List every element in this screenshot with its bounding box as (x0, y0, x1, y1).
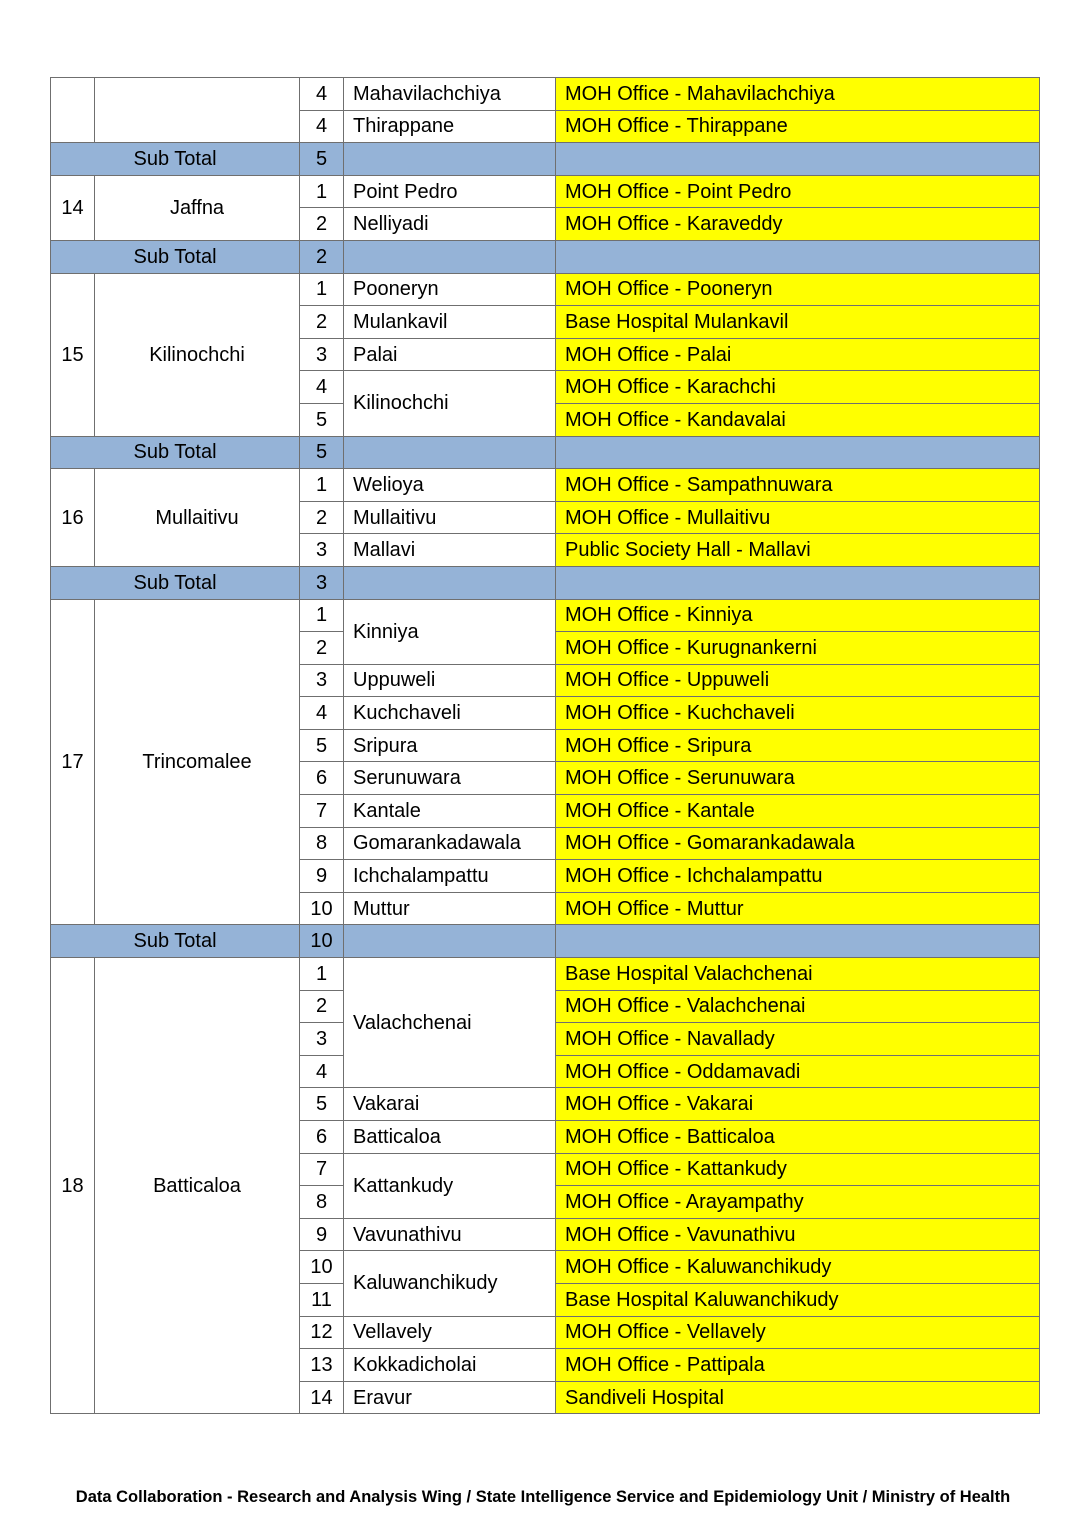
location-name: Mulankavil (344, 306, 556, 339)
subtotal-row (51, 436, 1040, 469)
district-number: 16 (51, 469, 95, 567)
location-name: Gomarankadawala (344, 827, 556, 860)
location-name: Muttur (344, 892, 556, 925)
subtotal-label: Sub Total (51, 436, 300, 469)
vaccination-site: MOH Office - Ichchalampattu (556, 860, 1040, 893)
subtotal-count: 2 (300, 240, 344, 273)
subtotal-blank-cell (344, 143, 556, 176)
location-name: Kuchchaveli (344, 697, 556, 730)
page-footer: Data Collaboration - Research and Analysis Wing / State Intelligence Service and Epidemiology Unit / Ministry of Health (75, 1488, 1011, 1506)
subtotal-blank-cell (556, 566, 1040, 599)
subtotal-count: 5 (300, 143, 344, 176)
vaccination-site: MOH Office - Vakarai (556, 1088, 1040, 1121)
row-number: 3 (300, 1023, 344, 1056)
subtotal-count: 5 (300, 436, 344, 469)
vaccination-site: MOH Office - Gomarankadawala (556, 827, 1040, 860)
district-name: Trincomalee (95, 599, 300, 925)
vaccination-site: MOH Office - Karachchi (556, 371, 1040, 404)
subtotal-row (51, 566, 1040, 599)
location-name: Ichchalampattu (344, 860, 556, 893)
vaccination-site: MOH Office - Mullaitivu (556, 501, 1040, 534)
vaccination-site: MOH Office - Vellavely (556, 1316, 1040, 1349)
vaccination-site: MOH Office - Kaluwanchikudy (556, 1251, 1040, 1284)
vaccination-site: MOH Office - Arayampathy (556, 1186, 1040, 1219)
row-number: 14 (300, 1381, 344, 1414)
row-number: 5 (300, 403, 344, 436)
location-name: Mahavilachchiya (344, 78, 556, 111)
location-name: Palai (344, 338, 556, 371)
vaccination-site: MOH Office - Kurugnankerni (556, 632, 1040, 665)
row-number: 4 (300, 78, 344, 111)
vaccination-site: MOH Office - Kattankudy (556, 1153, 1040, 1186)
row-number: 10 (300, 892, 344, 925)
subtotal-blank-cell (556, 436, 1040, 469)
row-number: 1 (300, 469, 344, 502)
district-name: Batticaloa (95, 958, 300, 1414)
location-name: Mullaitivu (344, 501, 556, 534)
subtotal-label: Sub Total (51, 925, 300, 958)
district-number: 14 (51, 175, 95, 240)
location-name: Welioya (344, 469, 556, 502)
location-name: Sripura (344, 729, 556, 762)
vaccination-site: Base Hospital Mulankavil (556, 306, 1040, 339)
row-number: 7 (300, 795, 344, 828)
vaccination-site: MOH Office - Kuchchaveli (556, 697, 1040, 730)
vaccination-site: Sandiveli Hospital (556, 1381, 1040, 1414)
row-number: 13 (300, 1349, 344, 1382)
row-number: 2 (300, 208, 344, 241)
row-number: 3 (300, 534, 344, 567)
subtotal-blank-cell (344, 925, 556, 958)
vaccination-site: MOH Office - Valachchenai (556, 990, 1040, 1023)
vaccination-site: MOH Office - Pattipala (556, 1349, 1040, 1382)
district-number: 15 (51, 273, 95, 436)
row-number: 2 (300, 990, 344, 1023)
district-name: Kilinochchi (95, 273, 300, 436)
district-name: Mullaitivu (95, 469, 300, 567)
table-row (51, 175, 1040, 208)
location-name: Mallavi (344, 534, 556, 567)
vaccination-site: MOH Office - Navallady (556, 1023, 1040, 1056)
location-name: Kilinochchi (344, 371, 556, 436)
location-name: Nelliyadi (344, 208, 556, 241)
vaccination-site: MOH Office - Kinniya (556, 599, 1040, 632)
subtotal-label: Sub Total (51, 566, 300, 599)
vaccination-site: MOH Office - Muttur (556, 892, 1040, 925)
location-name: Kattankudy (344, 1153, 556, 1218)
vaccination-site: MOH Office - Pooneryn (556, 273, 1040, 306)
vaccination-site: MOH Office - Serunuwara (556, 762, 1040, 795)
vaccination-site: MOH Office - Point Pedro (556, 175, 1040, 208)
subtotal-blank-cell (344, 436, 556, 469)
row-number: 9 (300, 1218, 344, 1251)
table-row (51, 599, 1040, 632)
location-name: Thirappane (344, 110, 556, 143)
subtotal-label: Sub Total (51, 143, 300, 176)
location-name: Vellavely (344, 1316, 556, 1349)
location-name: Uppuweli (344, 664, 556, 697)
row-number: 8 (300, 827, 344, 860)
row-number: 9 (300, 860, 344, 893)
subtotal-blank-cell (556, 240, 1040, 273)
vaccination-site: MOH Office - Uppuweli (556, 664, 1040, 697)
vaccination-site: Base Hospital Kaluwanchikudy (556, 1283, 1040, 1316)
vaccination-centers-table (50, 77, 1040, 1414)
location-name: Kokkadicholai (344, 1349, 556, 1382)
row-number: 5 (300, 1088, 344, 1121)
subtotal-count: 3 (300, 566, 344, 599)
row-number: 2 (300, 306, 344, 339)
vaccination-site: Base Hospital Valachchenai (556, 958, 1040, 991)
row-number: 1 (300, 958, 344, 991)
row-number: 1 (300, 273, 344, 306)
row-number: 2 (300, 501, 344, 534)
row-number: 6 (300, 762, 344, 795)
location-name: Valachchenai (344, 958, 556, 1088)
table-row (51, 958, 1040, 991)
location-name: Vakarai (344, 1088, 556, 1121)
vaccination-site: MOH Office - Kandavalai (556, 403, 1040, 436)
vaccination-site: Public Society Hall - Mallavi (556, 534, 1040, 567)
row-number: 4 (300, 110, 344, 143)
subtotal-row (51, 240, 1040, 273)
row-number: 2 (300, 632, 344, 665)
location-name: Pooneryn (344, 273, 556, 306)
subtotal-blank-cell (344, 240, 556, 273)
location-name: Point Pedro (344, 175, 556, 208)
vaccination-site: MOH Office - Vavunathivu (556, 1218, 1040, 1251)
table-row (51, 78, 1040, 111)
vaccination-site: MOH Office - Batticaloa (556, 1121, 1040, 1154)
row-number: 5 (300, 729, 344, 762)
location-name: Batticaloa (344, 1121, 556, 1154)
subtotal-count: 10 (300, 925, 344, 958)
row-number: 3 (300, 664, 344, 697)
location-name: Kaluwanchikudy (344, 1251, 556, 1316)
row-number: 1 (300, 175, 344, 208)
location-name: Vavunathivu (344, 1218, 556, 1251)
vaccination-site: MOH Office - Mahavilachchiya (556, 78, 1040, 111)
district-name (95, 78, 300, 143)
vaccination-site: MOH Office - Sampathnuwara (556, 469, 1040, 502)
location-name: Kinniya (344, 599, 556, 664)
subtotal-blank-cell (344, 566, 556, 599)
subtotal-label: Sub Total (51, 240, 300, 273)
vaccination-site: MOH Office - Oddamavadi (556, 1055, 1040, 1088)
row-number: 4 (300, 371, 344, 404)
district-number: 17 (51, 599, 95, 925)
row-number: 8 (300, 1186, 344, 1219)
row-number: 6 (300, 1121, 344, 1154)
subtotal-blank-cell (556, 143, 1040, 176)
subtotal-row (51, 925, 1040, 958)
vaccination-site: MOH Office - Thirappane (556, 110, 1040, 143)
district-number: 18 (51, 958, 95, 1414)
district-number (51, 78, 95, 143)
row-number: 10 (300, 1251, 344, 1284)
location-name: Serunuwara (344, 762, 556, 795)
table-body (51, 78, 1040, 1414)
location-name: Eravur (344, 1381, 556, 1414)
row-number: 7 (300, 1153, 344, 1186)
row-number: 4 (300, 697, 344, 730)
vaccination-site: MOH Office - Karaveddy (556, 208, 1040, 241)
subtotal-blank-cell (556, 925, 1040, 958)
location-name: Kantale (344, 795, 556, 828)
district-name: Jaffna (95, 175, 300, 240)
row-number: 12 (300, 1316, 344, 1349)
vaccination-site: MOH Office - Palai (556, 338, 1040, 371)
row-number: 11 (300, 1283, 344, 1316)
row-number: 4 (300, 1055, 344, 1088)
row-number: 1 (300, 599, 344, 632)
row-number: 3 (300, 338, 344, 371)
subtotal-row (51, 143, 1040, 176)
vaccination-site: MOH Office - Sripura (556, 729, 1040, 762)
vaccination-site: MOH Office - Kantale (556, 795, 1040, 828)
table-row (51, 273, 1040, 306)
table-row (51, 469, 1040, 502)
